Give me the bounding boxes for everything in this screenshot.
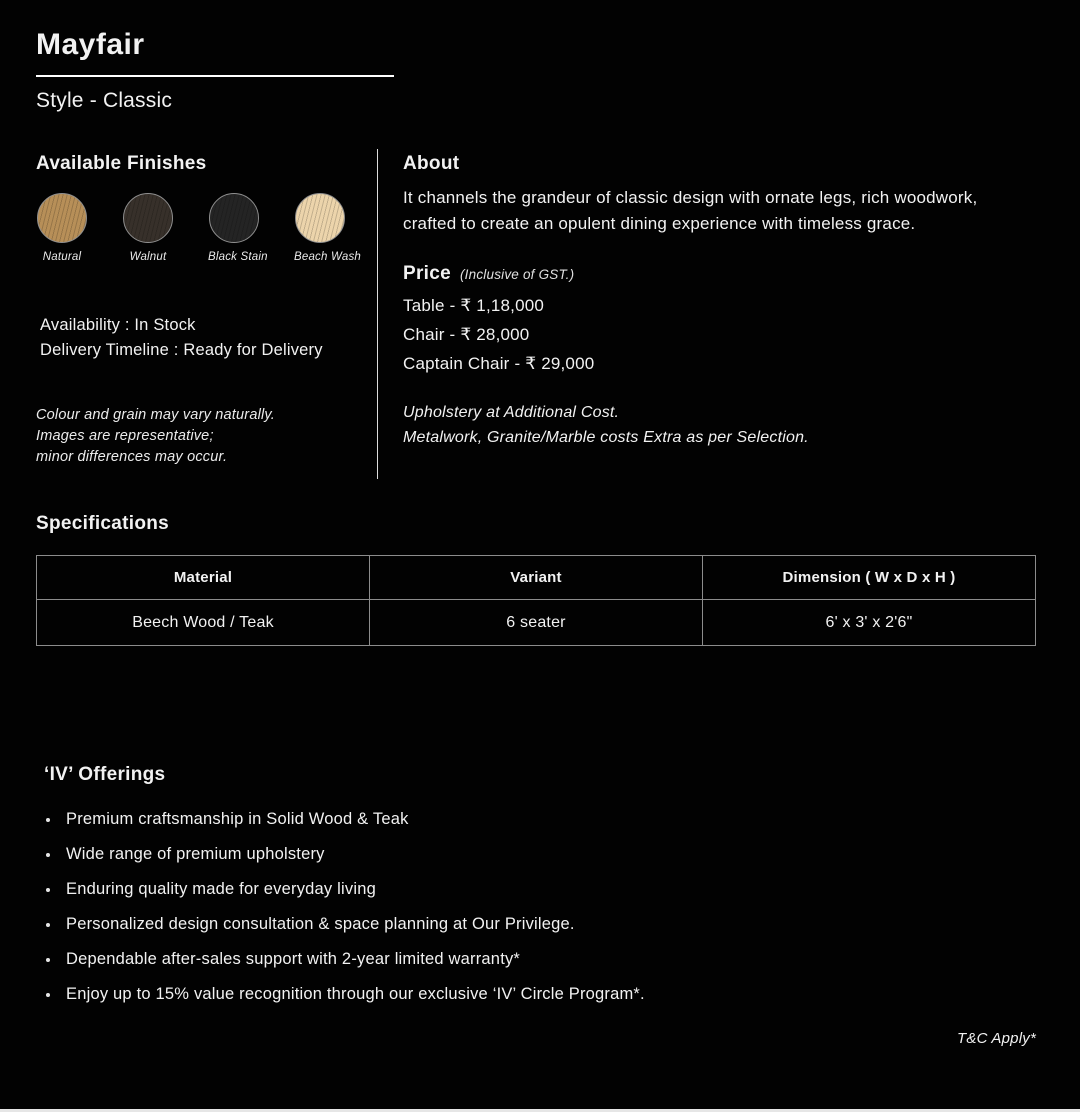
finish-swatch-label: Walnut: [129, 251, 167, 263]
price-item-table: Table - ₹ 1,18,000: [403, 296, 545, 315]
about-column: [378, 153, 1036, 450]
price-item-captain-chair: Captain Chair - ₹ 29,000: [403, 354, 595, 373]
offering-text: Wide range of premium upholstery: [66, 845, 325, 863]
table-header-row: [37, 556, 1036, 600]
bullet-dot-icon: [46, 993, 50, 997]
list-item: [46, 872, 1036, 907]
price-extra-line: Upholstery at Additional Cost.: [403, 404, 620, 421]
availability-line: Availability : In Stock: [40, 316, 196, 334]
column-header-material: Material: [37, 556, 370, 600]
page-title: Mayfair: [36, 28, 145, 61]
disclaimer-line: minor differences may occur.: [36, 449, 228, 465]
about-text: It channels the grandeur of classic design with ornate legs, rich woodwork, crafted to create an opulent dining experience with timeless grace.: [403, 188, 978, 233]
finish-swatch-label: Beach Wash: [294, 251, 361, 263]
finish-swatch-circle[interactable]: [295, 193, 345, 243]
table-row: [37, 600, 1036, 646]
finish-swatch-label: Black Stain: [208, 251, 268, 263]
cell-material: Beech Wood / Teak: [37, 600, 370, 646]
list-item: [46, 942, 1036, 977]
price-heading: Price: [403, 263, 451, 284]
offerings-list: [36, 802, 1036, 1012]
price-extra-line: Metalwork, Granite/Marble costs Extra as per Selection.: [403, 429, 809, 446]
offerings-heading: ‘IV’ Offerings: [44, 764, 166, 785]
price-gst-note: (Inclusive of GST.): [459, 267, 575, 282]
list-item: [46, 907, 1036, 942]
column-header-variant: Variant: [370, 556, 703, 600]
header: [36, 28, 1036, 113]
finishes-column: [36, 153, 377, 468]
finish-option-walnut[interactable]: [122, 193, 174, 263]
price-item-chair: Chair - ₹ 28,000: [403, 325, 530, 344]
info-columns: [36, 153, 1036, 479]
style-subtitle: Style - Classic: [36, 89, 173, 112]
list-item: [46, 837, 1036, 872]
list-item: [46, 977, 1036, 1012]
bullet-dot-icon: [46, 923, 50, 927]
offering-text: Premium craftsmanship in Solid Wood & Teak: [66, 810, 409, 828]
finish-option-beach-wash[interactable]: [294, 193, 361, 263]
availability-block: [36, 313, 377, 363]
offering-text: Personalized design consultation & space planning at Our Privilege.: [66, 915, 575, 933]
terms-and-conditions-note: T&C Apply*: [957, 1030, 1036, 1047]
finish-swatch-circle[interactable]: [209, 193, 259, 243]
bullet-dot-icon: [46, 958, 50, 962]
title-underline: [36, 75, 394, 77]
cell-dimension: 6' x 3' x 2'6": [703, 600, 1036, 646]
specifications-heading: Specifications: [36, 513, 170, 534]
offering-text: Enjoy up to 15% value recognition through our exclusive ‘IV’ Circle Program*.: [66, 985, 645, 1003]
disclaimer-line: Images are representative;: [36, 428, 214, 444]
price-list: [403, 291, 1036, 378]
delivery-timeline-line: Delivery Timeline : Ready for Delivery: [40, 341, 323, 359]
specifications-table: [36, 555, 1036, 646]
list-item: [46, 802, 1036, 837]
finish-option-black-stain[interactable]: [208, 193, 268, 263]
finishes-heading: Available Finishes: [36, 153, 207, 174]
disclaimer-line: Colour and grain may vary naturally.: [36, 407, 276, 423]
about-heading: About: [403, 153, 460, 174]
finish-option-natural[interactable]: [36, 193, 88, 263]
finish-swatch-label: Natural: [42, 251, 82, 263]
bullet-dot-icon: [46, 853, 50, 857]
offering-text: Enduring quality made for everyday living: [66, 880, 376, 898]
offering-text: Dependable after-sales support with 2-year limited warranty*: [66, 950, 521, 968]
finish-disclaimer: [36, 405, 377, 468]
specifications-section: [36, 513, 1036, 646]
bullet-dot-icon: [46, 818, 50, 822]
finish-swatches: [36, 193, 377, 263]
column-header-dimension: Dimension ( W x D x H ): [703, 556, 1036, 600]
finish-swatch-circle[interactable]: [37, 193, 87, 243]
price-heading-row: [403, 263, 1036, 285]
offerings-section: [36, 764, 1036, 1012]
price-extra-notes: [403, 400, 1036, 450]
bullet-dot-icon: [46, 888, 50, 892]
finish-swatch-circle[interactable]: [123, 193, 173, 243]
cell-variant: 6 seater: [370, 600, 703, 646]
